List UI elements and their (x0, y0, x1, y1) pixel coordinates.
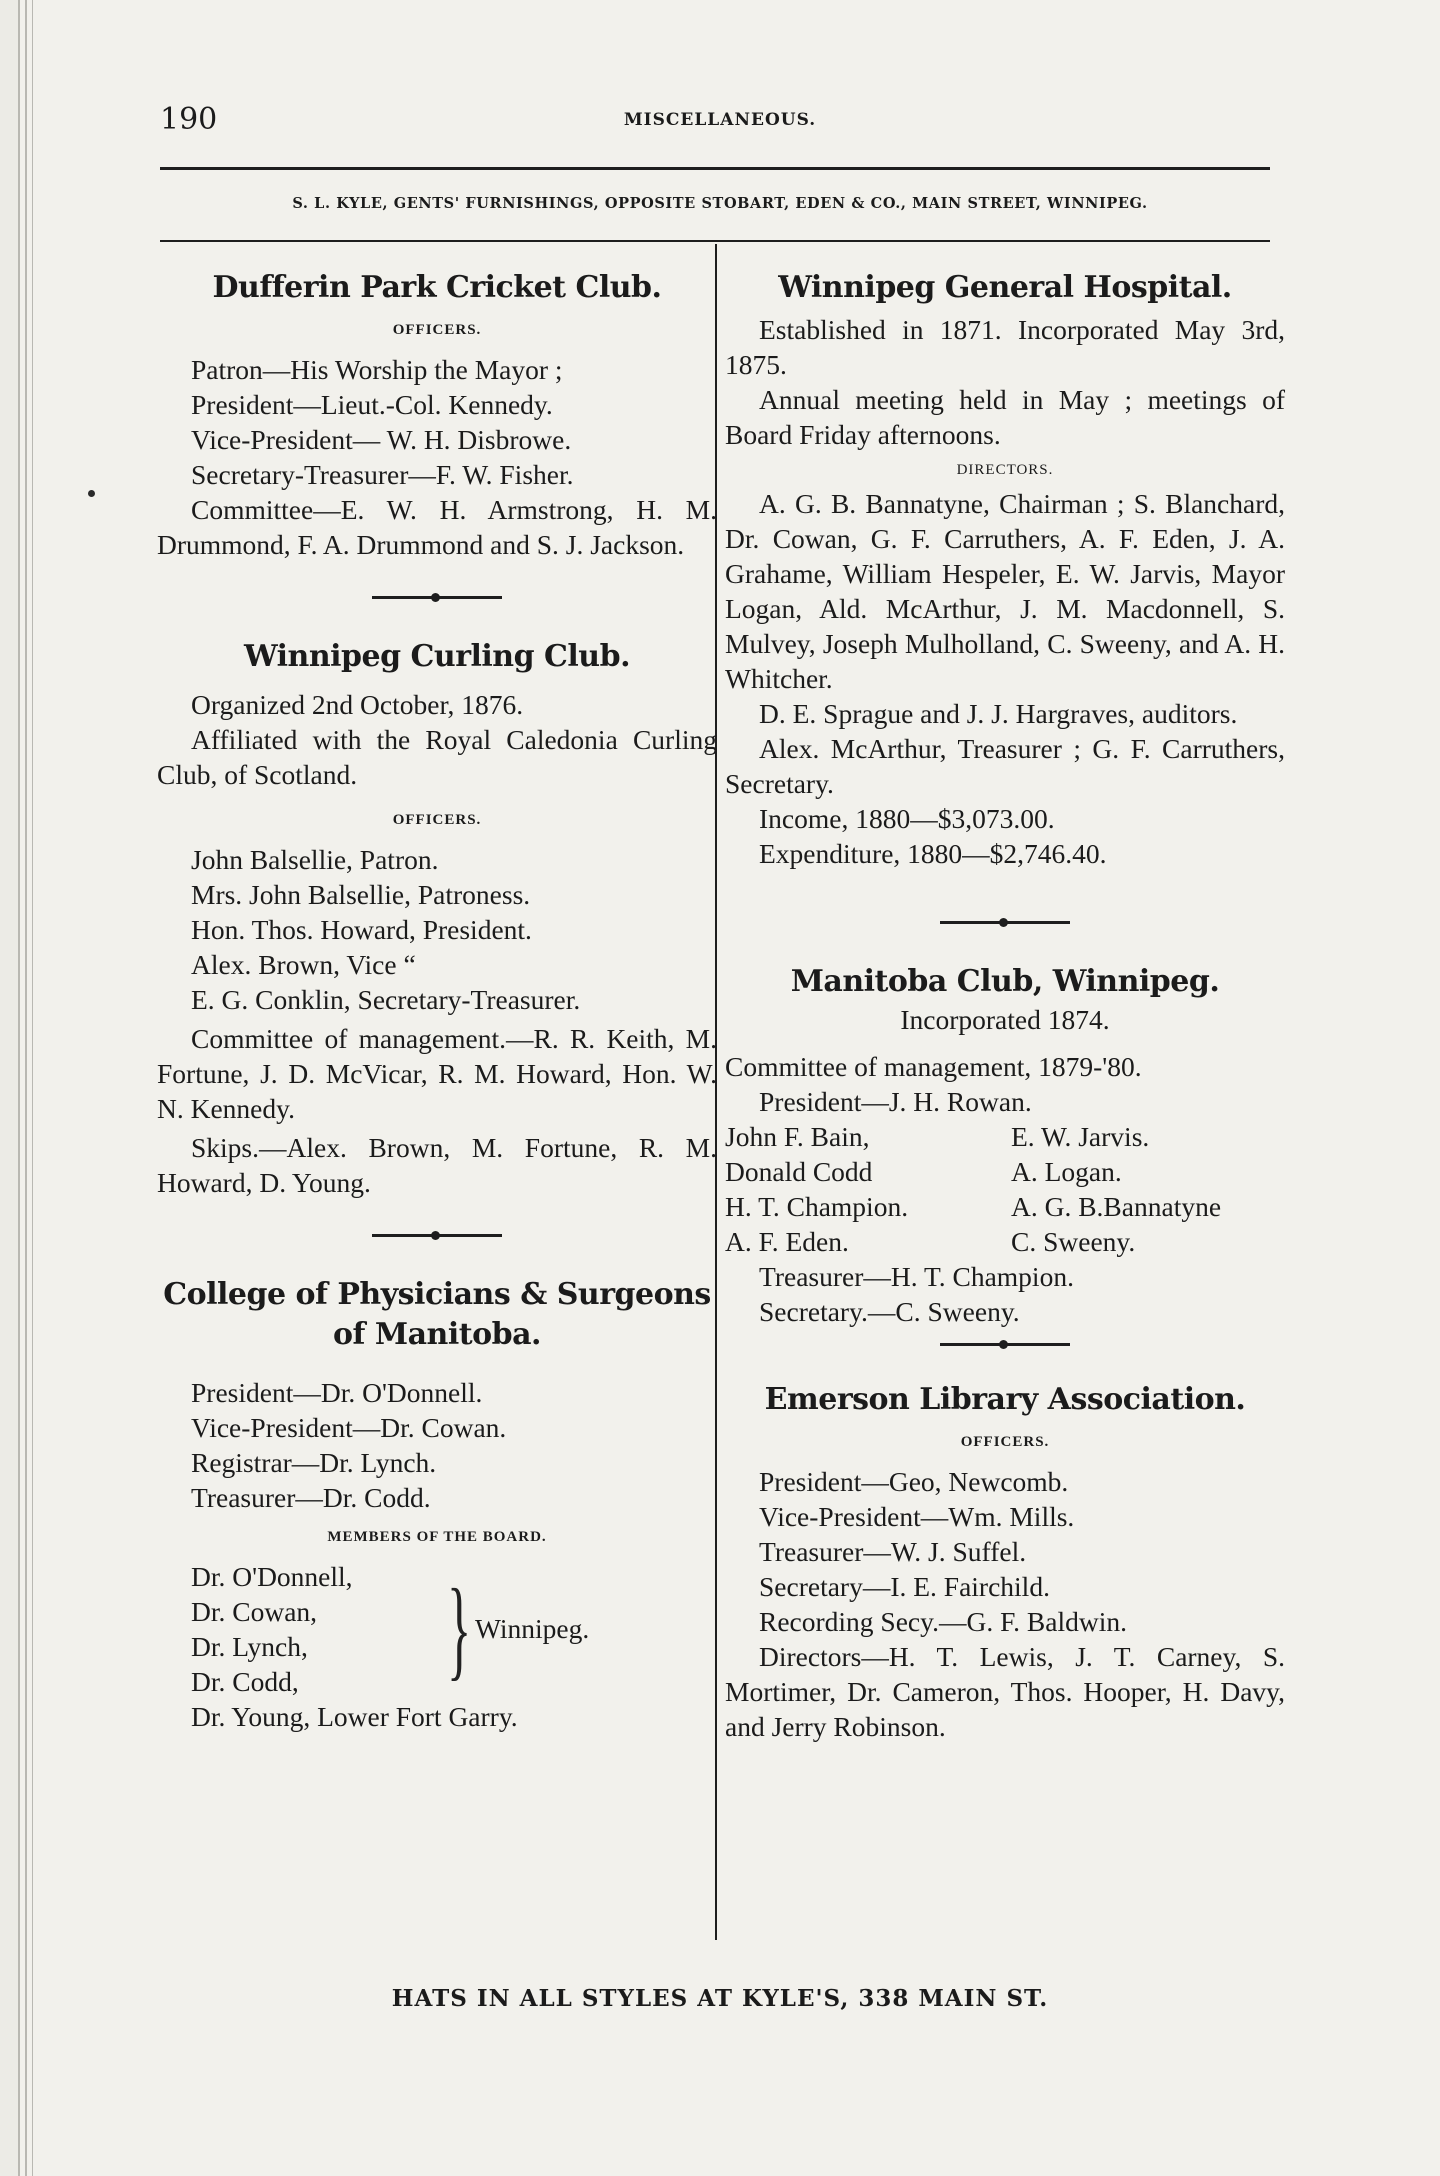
page-number: 190 (160, 102, 218, 137)
member-pair (725, 1224, 1285, 1259)
paragraph: Annual meeting held in May ; meetings of Board Friday afternoons. (725, 384, 1285, 450)
section-title: Winnipeg General Hospital. (778, 270, 1232, 305)
paragraph: A. G. B. Bannatyne, Chairman ; S. Blanchard, Dr. Cowan, G. F. Carruthers, A. F. Eden, J. A. Grahame, William Hespeler, E. W. Jarvis, Mayor Logan, Ald. McArthur, J. M. Macdonnell, S. Mulvey, Joseph Mulholland, C. Sweeny, and A. H. Whitcher. (725, 488, 1285, 694)
text-line: Secretary—I. E. Fairchild. (759, 1571, 1050, 1602)
text-line: Vice-President—Dr. Cowan. (191, 1412, 507, 1443)
text-line: Income, 1880—$3,073.00. (759, 803, 1055, 834)
separator-ornament (940, 921, 1070, 924)
paragraph: Committee of management.—R. R. Keith, M. Fortune, J. D. McVicar, R. M. Howard, Hon. W. N. Kennedy. (157, 1023, 717, 1124)
banner-advert: S. L. KYLE, GENTS' FURNISHINGS, OPPOSITE STOBART, EDEN & CO., MAIN STREET, WINNIPEG. (292, 195, 1148, 212)
member-name: Dr. Cowan, (191, 1596, 318, 1627)
text-line: Treasurer—W. J. Suffel. (759, 1536, 1027, 1567)
member-name: A. G. B.Bannatyne (1011, 1191, 1222, 1222)
section-title: of Manitoba. (333, 1317, 541, 1352)
running-head: MISCELLANEOUS. (623, 110, 817, 130)
section-title: Emerson Library Association. (764, 1382, 1246, 1417)
text-line: Treasurer—H. T. Champion. (759, 1261, 1074, 1292)
member-name: C. Sweeny. (1011, 1226, 1136, 1257)
text-line: Secretary-Treasurer—F. W. Fisher. (191, 459, 574, 490)
text-line: Registrar—Dr. Lynch. (191, 1447, 437, 1478)
paragraph: Skips.—Alex. Brown, M. Fortune, R. M. Howard, D. Young. (157, 1132, 717, 1198)
paragraph: Alex. McArthur, Treasurer ; G. F. Carruthers, Secretary. (725, 733, 1285, 799)
member-name: A. Logan. (1011, 1156, 1122, 1187)
brace-label: Winnipeg. (475, 1613, 590, 1644)
left-column (157, 268, 717, 1734)
text-line: President—Geo, Newcomb. (759, 1466, 1069, 1497)
member-name: H. T. Champion. (725, 1191, 909, 1222)
paragraph: Committee—E. W. H. Armstrong, H. M. Drummond, F. A. Drummond and S. J. Jackson. (157, 494, 717, 560)
text-line: President—Lieut.-Col. Kennedy. (191, 389, 553, 420)
section-title: Manitoba Club, Winnipeg. (790, 964, 1220, 999)
text-line: Alex. Brown, Vice “ (191, 949, 416, 980)
paragraph: Directors—H. T. Lewis, J. T. Carney, S. Mortimer, Dr. Cameron, Thos. Hooper, H. Davy, and Jerry Robinson. (725, 1641, 1285, 1742)
rule-banner (160, 240, 1270, 242)
officers-heading: OFFICERS. (392, 812, 482, 828)
member-name: Dr. Codd, (191, 1666, 299, 1697)
member-pair (725, 1189, 1285, 1224)
members-heading: MEMBERS OF THE BOARD. (327, 1529, 547, 1545)
member-name: John F. Bain, (725, 1121, 870, 1152)
text-line: President—Dr. O'Donnell. (191, 1377, 483, 1408)
separator-ornament (372, 1234, 502, 1237)
member-name: Dr. O'Donnell, (191, 1561, 353, 1592)
right-column (725, 268, 1285, 1744)
text-line: Dr. Young, Lower Fort Garry. (191, 1701, 518, 1732)
text-line: Organized 2nd October, 1876. (191, 689, 524, 720)
footer-advert: HATS IN ALL STYLES AT KYLE'S, 338 MAIN ST. (391, 1985, 1049, 2012)
member-name: A. F. Eden. (725, 1226, 849, 1257)
separator-ornament (372, 596, 502, 599)
officers-heading: OFFICERS. (960, 1434, 1050, 1450)
text-line: Hon. Thos. Howard, President. (191, 914, 532, 945)
members-list (157, 1559, 717, 1699)
text-line: Treasurer—Dr. Codd. (191, 1482, 431, 1513)
member-name: Dr. Lynch, (191, 1631, 308, 1662)
paragraph: Established in 1871. Incorporated May 3rd, 1875. (725, 314, 1285, 380)
separator-ornament (940, 1343, 1070, 1346)
paragraph: Affiliated with the Royal Caledonia Curling Club, of Scotland. (157, 724, 717, 790)
paragraph: D. E. Sprague and J. J. Hargraves, auditors. (759, 698, 1238, 729)
member-name: Donald Codd (725, 1156, 873, 1187)
text-line: President—J. H. Rowan. (759, 1086, 1032, 1117)
text-line: Committee of management, 1879-'80. (725, 1051, 1142, 1082)
member-pair (725, 1154, 1285, 1189)
section-title: College of Physicians & Surgeons (163, 1277, 711, 1312)
section-title: Dufferin Park Cricket Club. (212, 270, 662, 305)
member-pair (725, 1119, 1285, 1154)
officers-heading: OFFICERS. (392, 322, 482, 338)
member-name: E. W. Jarvis. (1011, 1121, 1150, 1152)
text-line: E. G. Conklin, Secretary-Treasurer. (191, 984, 581, 1015)
rule-top (160, 167, 1270, 170)
text-line: Vice-President— W. H. Disbrowe. (191, 424, 572, 455)
text-line: Secretary.—C. Sweeny. (759, 1296, 1020, 1327)
ink-speck (88, 490, 95, 497)
text-line: Mrs. John Balsellie, Patroness. (191, 879, 531, 910)
text-line: Patron—His Worship the Mayor ; (191, 354, 563, 385)
text-line: Recording Secy.—G. F. Baldwin. (759, 1606, 1127, 1637)
brace-glyph: } (447, 1567, 472, 1691)
text-line: John Balsellie, Patron. (191, 844, 439, 875)
text-line: Expenditure, 1880—$2,746.40. (759, 838, 1107, 869)
text-line: Incorporated 1874. (900, 1004, 1110, 1035)
section-title: Winnipeg Curling Club. (243, 639, 631, 674)
text-line: Vice-President—Wm. Mills. (759, 1501, 1075, 1532)
directors-heading: DIRECTORS. (956, 462, 1054, 478)
